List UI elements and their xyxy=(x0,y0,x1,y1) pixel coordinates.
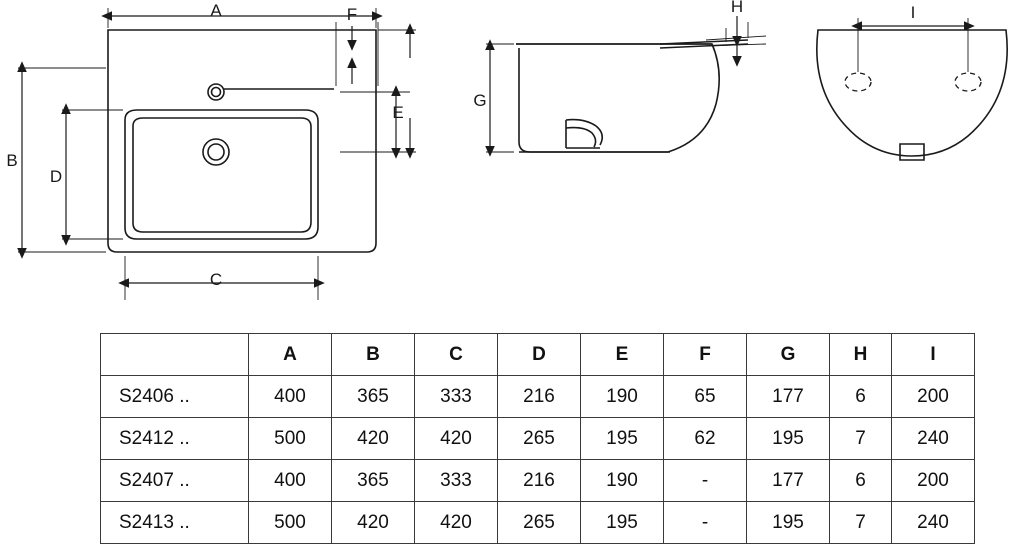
table-cell: 240 xyxy=(892,502,975,544)
side-view-outline xyxy=(516,40,748,152)
dim-label-G: G xyxy=(473,91,487,110)
table-cell: 216 xyxy=(498,376,581,418)
table-cell: 195 xyxy=(581,418,664,460)
dim-label-H: H xyxy=(730,0,744,16)
table-cell: 333 xyxy=(415,460,498,502)
table-header-cell: E xyxy=(581,334,664,376)
table-cell: 500 xyxy=(249,502,332,544)
table-cell: 177 xyxy=(747,460,830,502)
dim-label-C: C xyxy=(209,270,223,289)
table-cell: 62 xyxy=(664,418,747,460)
table-cell: 265 xyxy=(498,502,581,544)
dim-label-E: E xyxy=(392,103,404,122)
dimension-table-wrapper xyxy=(100,333,948,544)
table-cell: - xyxy=(664,502,747,544)
table-header-cell: C xyxy=(415,334,498,376)
table-cell-model: S2412 .. xyxy=(101,418,249,460)
table-cell: 7 xyxy=(830,418,892,460)
table-row xyxy=(101,376,975,418)
dim-label-F: F xyxy=(346,5,358,24)
table-header-cell: B xyxy=(332,334,415,376)
table-cell-model: S2406 .. xyxy=(101,376,249,418)
table-cell: 195 xyxy=(747,418,830,460)
table-cell-model: S2407 .. xyxy=(101,460,249,502)
table-cell: 420 xyxy=(415,418,498,460)
table-cell: 177 xyxy=(747,376,830,418)
dim-label-D: D xyxy=(49,167,63,186)
table-header-cell: I xyxy=(892,334,975,376)
table-cell: 195 xyxy=(747,502,830,544)
table-cell: 190 xyxy=(581,460,664,502)
table-cell: - xyxy=(664,460,747,502)
table-cell: 265 xyxy=(498,418,581,460)
table-cell: 400 xyxy=(249,460,332,502)
table-header-row xyxy=(101,334,975,376)
table-cell: 65 xyxy=(664,376,747,418)
dimension-table xyxy=(100,333,975,544)
table-row xyxy=(101,502,975,544)
table-header-cell: A xyxy=(249,334,332,376)
dim-label-A: A xyxy=(210,1,222,20)
table-header-cell xyxy=(101,334,249,376)
table-cell: 200 xyxy=(892,460,975,502)
top-view-outline xyxy=(817,30,1007,160)
table-row xyxy=(101,418,975,460)
dim-label-B: B xyxy=(6,151,18,170)
table-header-cell: H xyxy=(830,334,892,376)
table-row xyxy=(101,460,975,502)
table-cell: 195 xyxy=(581,502,664,544)
table-cell: 7 xyxy=(830,502,892,544)
dim-label-I: I xyxy=(910,3,916,22)
table-cell: 420 xyxy=(332,418,415,460)
table-cell: 200 xyxy=(892,376,975,418)
table-header-cell: G xyxy=(747,334,830,376)
table-cell: 500 xyxy=(249,418,332,460)
table-cell: 6 xyxy=(830,376,892,418)
table-cell: 333 xyxy=(415,376,498,418)
table-cell: 240 xyxy=(892,418,975,460)
table-cell: 190 xyxy=(581,376,664,418)
table-cell: 420 xyxy=(415,502,498,544)
table-cell: 6 xyxy=(830,460,892,502)
table-header-cell: D xyxy=(498,334,581,376)
table-cell: 400 xyxy=(249,376,332,418)
table-cell: 365 xyxy=(332,376,415,418)
table-cell: 365 xyxy=(332,460,415,502)
table-cell: 216 xyxy=(498,460,581,502)
table-cell: 420 xyxy=(332,502,415,544)
table-header-cell: F xyxy=(664,334,747,376)
table-cell-model: S2413 .. xyxy=(101,502,249,544)
